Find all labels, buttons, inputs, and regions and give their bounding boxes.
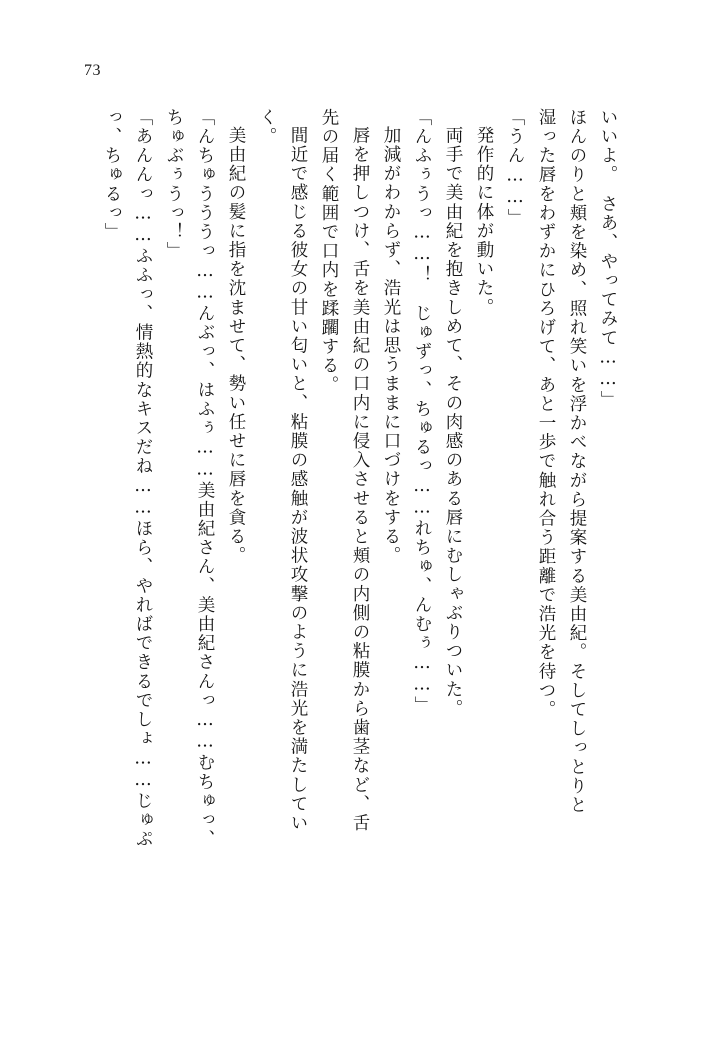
- text-line: 発作的に体が動いた。: [474, 126, 494, 317]
- text-line: っ、ちゅるっ」: [102, 108, 122, 242]
- text-line: 間近で感じる彼女の甘い匂いと、粘膜の感触が波状攻撃のように浩光を満たしてい: [288, 126, 308, 833]
- text-line: ちゅぶぅうっ！」: [164, 108, 184, 261]
- vertical-text-body: [72, 108, 616, 988]
- text-line: く。: [257, 108, 277, 147]
- text-line: 「うん……」: [505, 108, 525, 228]
- text-line: 湿った唇をわずかにひろげて、あと一歩で触れ合う距離で浩光を待つ。: [536, 108, 556, 720]
- text-line: いいよ。 さあ、やってみて……」: [598, 108, 618, 410]
- text-line: 「んふぅうっ……！ じゅずっ、ちゅるっ……れちゅ、んむぅ……」: [412, 108, 432, 716]
- text-line: 「んちゅうううっ……んぶっ、はふぅ……美由紀さん、美由紀さんっ……むちゅっ、: [195, 108, 215, 849]
- text-line: 「あんんっ……ふふっ、情熱的なキスだね……ほら、やればできるでしょ……じゅぷ: [133, 108, 153, 849]
- page-number: 73: [84, 62, 101, 79]
- text-line: 両手で美由紀を抱きしめて、その肉感のある唇にむしゃぶりついた。: [443, 126, 463, 719]
- text-line: 美由紀の髪に指を沈ませて、勢い任せに唇を貪る。: [226, 126, 246, 566]
- text-line: 唇を押しつけ、舌を美由紀の口内に侵入させると頬の内側の粘膜から歯茎など、舌: [350, 126, 370, 833]
- text-line: 加減がわからず、浩光は思うままに口づけをする。: [381, 126, 401, 566]
- text-line: 先の届く範囲で口内を蹂躙する。: [319, 108, 339, 395]
- text-line: ほんのりと頬を染め、照れ笑いを浮かべながら提案する美由紀。そしてしっとりと: [567, 108, 587, 815]
